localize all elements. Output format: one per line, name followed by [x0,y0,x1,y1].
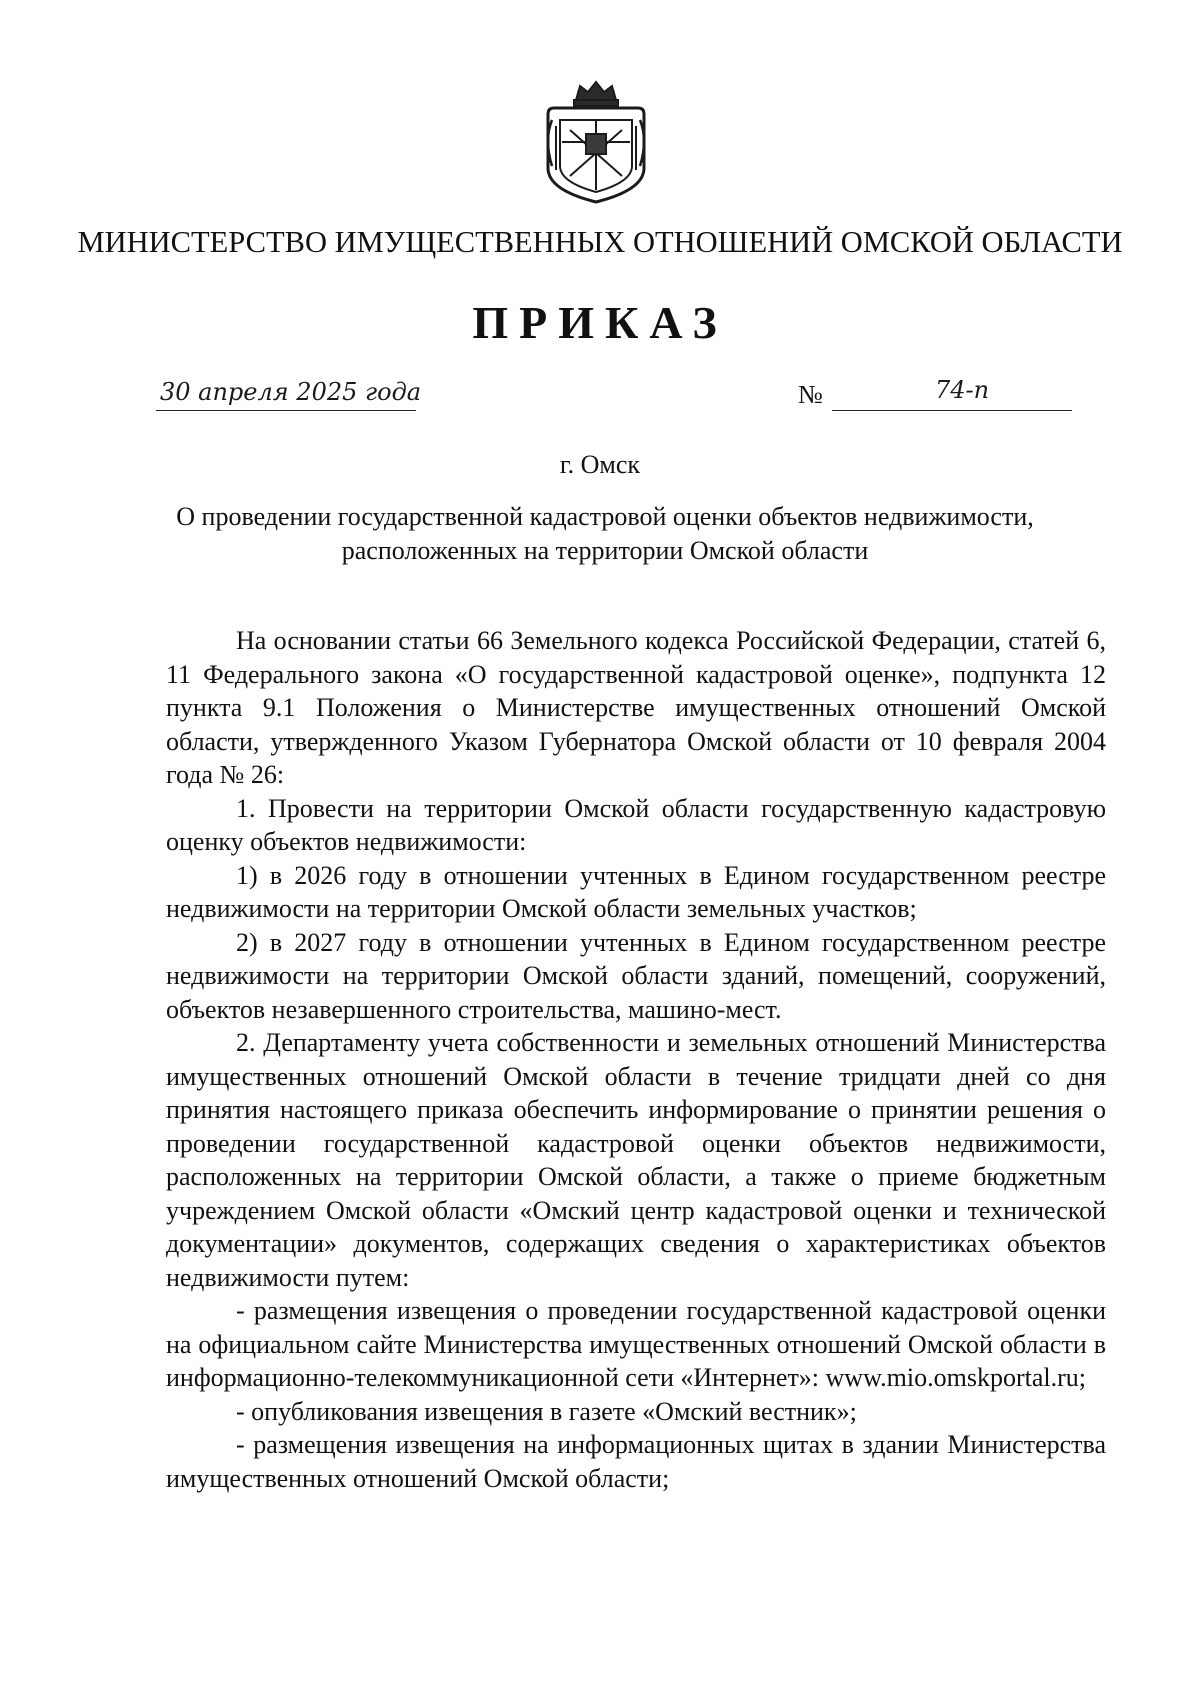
item-2-paragraph: 2. Департаменту учета собственности и земельных отношений Министерства имущественных отношений Омской области в течение тридцати дней со дня принятия настоящего приказа обеспечить информирование о принятии решения о проведении государственной кадастровой оценки объектов недвижимости, расположенных на территории Омской области, а также о приеме бюджетным учреждением Омской области «Омский центр кадастровой оценки и технической документации» документов, содержащих сведения о характеристиках объектов недвижимости путем: [166,1028,1106,1292]
preamble-paragraph: На основании статьи 66 Земельного кодекса Российской Федерации, статей 6, 11 Федерального закона «О государственной кадастровой оценке», подпункта 12 пункта 9.1 Положения о Министерстве имущественных отношений Омской области, утвержденного Указом Губернатора Омской области от 10 февраля 2004 года № 26: [166,626,1106,789]
dash-item-boards: - размещения извещения на информационных щитах в здании Министерства имущественных отношений Омской области; [166,1430,1106,1493]
number-label: № [798,380,823,409]
item-1-2-paragraph: 2) в 2027 году в отношении учтенных в Едином государственном реестре недвижимости на территории Омской области зданий, помещений, сооружений, объектов незавершенного строительства, машино-мест. [166,927,1106,1024]
subject-line-2: расположенных на территории Омской области [341,536,869,565]
item-1-1-paragraph: 1) в 2026 году в отношении учтенных в Едином государственном реестре недвижимости на территории Омской области земельных участков; [166,860,1106,923]
item-1-paragraph: 1. Провести на территории Омской области государственную кадастровую оценку объектов недвижимости: [166,793,1106,856]
handwritten-date: 30 апреля 2025 года [160,378,422,406]
subject-line-1: О проведении государственной кадастровой оценки объектов недвижимости, [176,502,1034,531]
city-name: г. Омск [559,450,641,479]
dash-item-newspaper: - опубликования извещения в газете «Омский вестник»; [236,1396,857,1426]
order-subject [110,500,1100,568]
ministry-name: МИНИСТЕРСТВО ИМУЩЕСТВЕННЫХ ОТНОШЕНИЙ ОМСКОЙ ОБЛАСТИ [77,225,1123,259]
date-underline [156,410,416,411]
order-body [166,624,1106,1495]
number-underline [832,410,1072,411]
document-title: ПРИКАЗ [472,297,728,348]
handwritten-number: 74-п [935,376,990,404]
coat-of-arms-emblem [540,80,652,204]
dash-item-website: - размещения извещения о проведении государственной кадастровой оценки на официальном сайте Министерства имущественных отношений Омской области в информационно-телекоммуникационной сети «Интернет»: www.mio.omskportal.ru; [166,1296,1106,1392]
